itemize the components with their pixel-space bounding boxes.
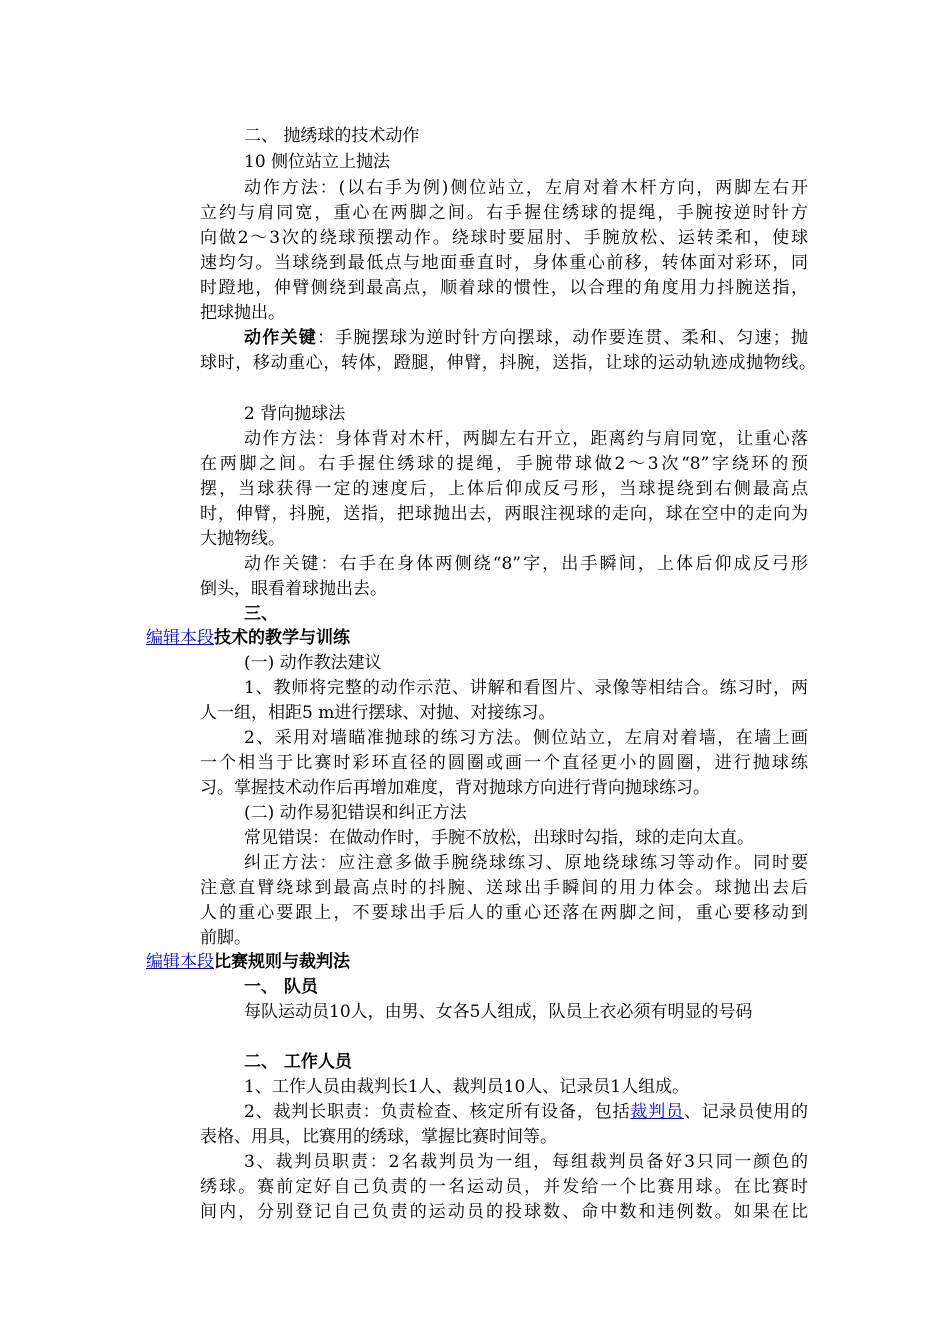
paragraph-line: 习。掌握技术动作后再增加难度，背对抛球方向进行背向抛球练习。 xyxy=(200,778,710,798)
paragraph-line: 注意直臂绕球到最高点时的抖腕、送球出手瞬间的用力体会。球抛出去后 xyxy=(200,878,808,898)
section-heading: 编辑本段比赛规则与裁判法 xyxy=(146,952,350,972)
paragraph-line: 动作方法：身体背对木杆，两脚左右开立，距离约与肩同宽，让重心落 xyxy=(244,429,808,449)
paragraph-line: 2、裁判长职责：负责检查、核定所有设备，包括裁判员、记录员使用的 xyxy=(244,1102,809,1122)
edit-section-link[interactable]: 编辑本段 xyxy=(146,952,214,972)
subsection-title: 二、 工作人员 xyxy=(244,1052,352,1072)
paragraph-line: 倒头，眼看着球抛出去。 xyxy=(200,579,387,599)
section-number: 三、 xyxy=(244,604,278,624)
paragraph-line: 向做2～3次的绕球预摆动作。绕球时要屈肘、手腕放松、运转柔和，使球 xyxy=(200,228,808,248)
paragraph-line: 时蹬地，伸臂侧绕到最高点，顺着球的惯性，以合理的角度用力抖腕送指， xyxy=(200,278,808,298)
paragraph-line: 人一组，相距5 m进行摆球、对抛、对接练习。 xyxy=(200,703,556,723)
paragraph-line: 在两脚之间。右手握住绣球的提绳，手腕带球做2～3次“8”字绕环的预 xyxy=(200,454,808,474)
section-heading: 二、 抛绣球的技术动作 xyxy=(244,126,420,146)
paragraph-line: 动作方法：(以右手为例)侧位站立，左肩对着木杆方向，两脚左右开 xyxy=(244,178,808,198)
paragraph-line: 人的重心要跟上，不要球出手后人的重心还落在两脚之间，重心要移动到 xyxy=(200,903,808,923)
paragraph-line: 速均匀。当球绕到最低点与地面垂直时，身体重心前移，转体面对彩环，同 xyxy=(200,253,808,273)
paragraph-line: 间内，分别登记自己负责的运动员的投球数、命中数和违例数。如果在比 xyxy=(200,1202,808,1222)
subsection-title: 10 侧位站立上抛法 xyxy=(244,152,391,172)
subsection-title: 一、 队员 xyxy=(244,977,318,997)
paragraph-line: 表格、用具，比赛用的绣球，掌握比赛时间等。 xyxy=(200,1127,557,1147)
subsection-title: 2 背向抛球法 xyxy=(244,404,346,424)
paragraph-line: 3、裁判员职责：2名裁判员为一组，每组裁判员备好3只同一颜色的 xyxy=(244,1152,808,1172)
subsection-title: (二) 动作易犯错误和纠正方法 xyxy=(244,803,467,823)
section-heading: 编辑本段技术的教学与训练 xyxy=(146,628,350,648)
paragraph-line: 前脚。 xyxy=(200,928,251,948)
paragraph-line: 球时，移动重心，转体，蹬腿，伸臂，抖腕，送指，让球的运动轨迹成抛物线。 xyxy=(200,353,816,373)
paragraph-line: 摆，当球获得一定的速度后，上体后仰成反弓形，当球提绕到右侧最高点 xyxy=(200,479,808,499)
paragraph-line: 大抛物线。 xyxy=(200,529,285,549)
paragraph-line: 常见错误：在做动作时，手腕不放松，出球时勾指，球的走向太直。 xyxy=(244,828,754,848)
referee-link[interactable]: 裁判员 xyxy=(630,1102,684,1122)
paragraph-line: 纠正方法：应注意多做手腕绕球练习、原地绕球练习等动作。同时要 xyxy=(244,853,808,873)
paragraph-line: 每队运动员10人，由男、女各5人组成，队员上衣必须有明显的号码 xyxy=(244,1002,753,1022)
paragraph-line: 2、采用对墙瞄准抛球的练习方法。侧位站立，左肩对着墙，在墙上画 xyxy=(244,728,808,748)
paragraph-line: 1、教师将完整的动作示范、讲解和看图片、录像等相结合。练习时，两 xyxy=(244,678,808,698)
paragraph-line: 立约与肩同宽，重心在两脚之间。右手握住绣球的提绳，手腕按逆时针方 xyxy=(200,203,808,223)
paragraph-line: 绣球。赛前定好自己负责的一名运动员，并发给一个比赛用球。在比赛时 xyxy=(200,1177,808,1197)
paragraph-line: 一个相当于比赛时彩环直径的圆圈或画一个直径更小的圆圈，进行抛球练 xyxy=(200,753,808,773)
paragraph-line: 时，伸臂，抖腕，送指，把球抛出去，两眼注视球的走向，球在空中的走向为 xyxy=(200,504,808,524)
paragraph-line: 动作关键：手腕摆球为逆时针方向摆球，动作要连贯、柔和、匀速；抛 xyxy=(244,328,809,348)
paragraph-line: 把球抛出。 xyxy=(200,303,285,323)
paragraph-line: 动作关键：右手在身体两侧绕“8”字，出手瞬间，上体后仰成反弓形 xyxy=(244,554,808,574)
edit-section-link[interactable]: 编辑本段 xyxy=(146,628,214,648)
subsection-title: (一) 动作教法建议 xyxy=(244,653,382,673)
key-label: 动作关键 xyxy=(244,328,317,348)
paragraph-line: 1、工作人员由裁判长1人、裁判员10人、记录员1人组成。 xyxy=(244,1077,690,1097)
